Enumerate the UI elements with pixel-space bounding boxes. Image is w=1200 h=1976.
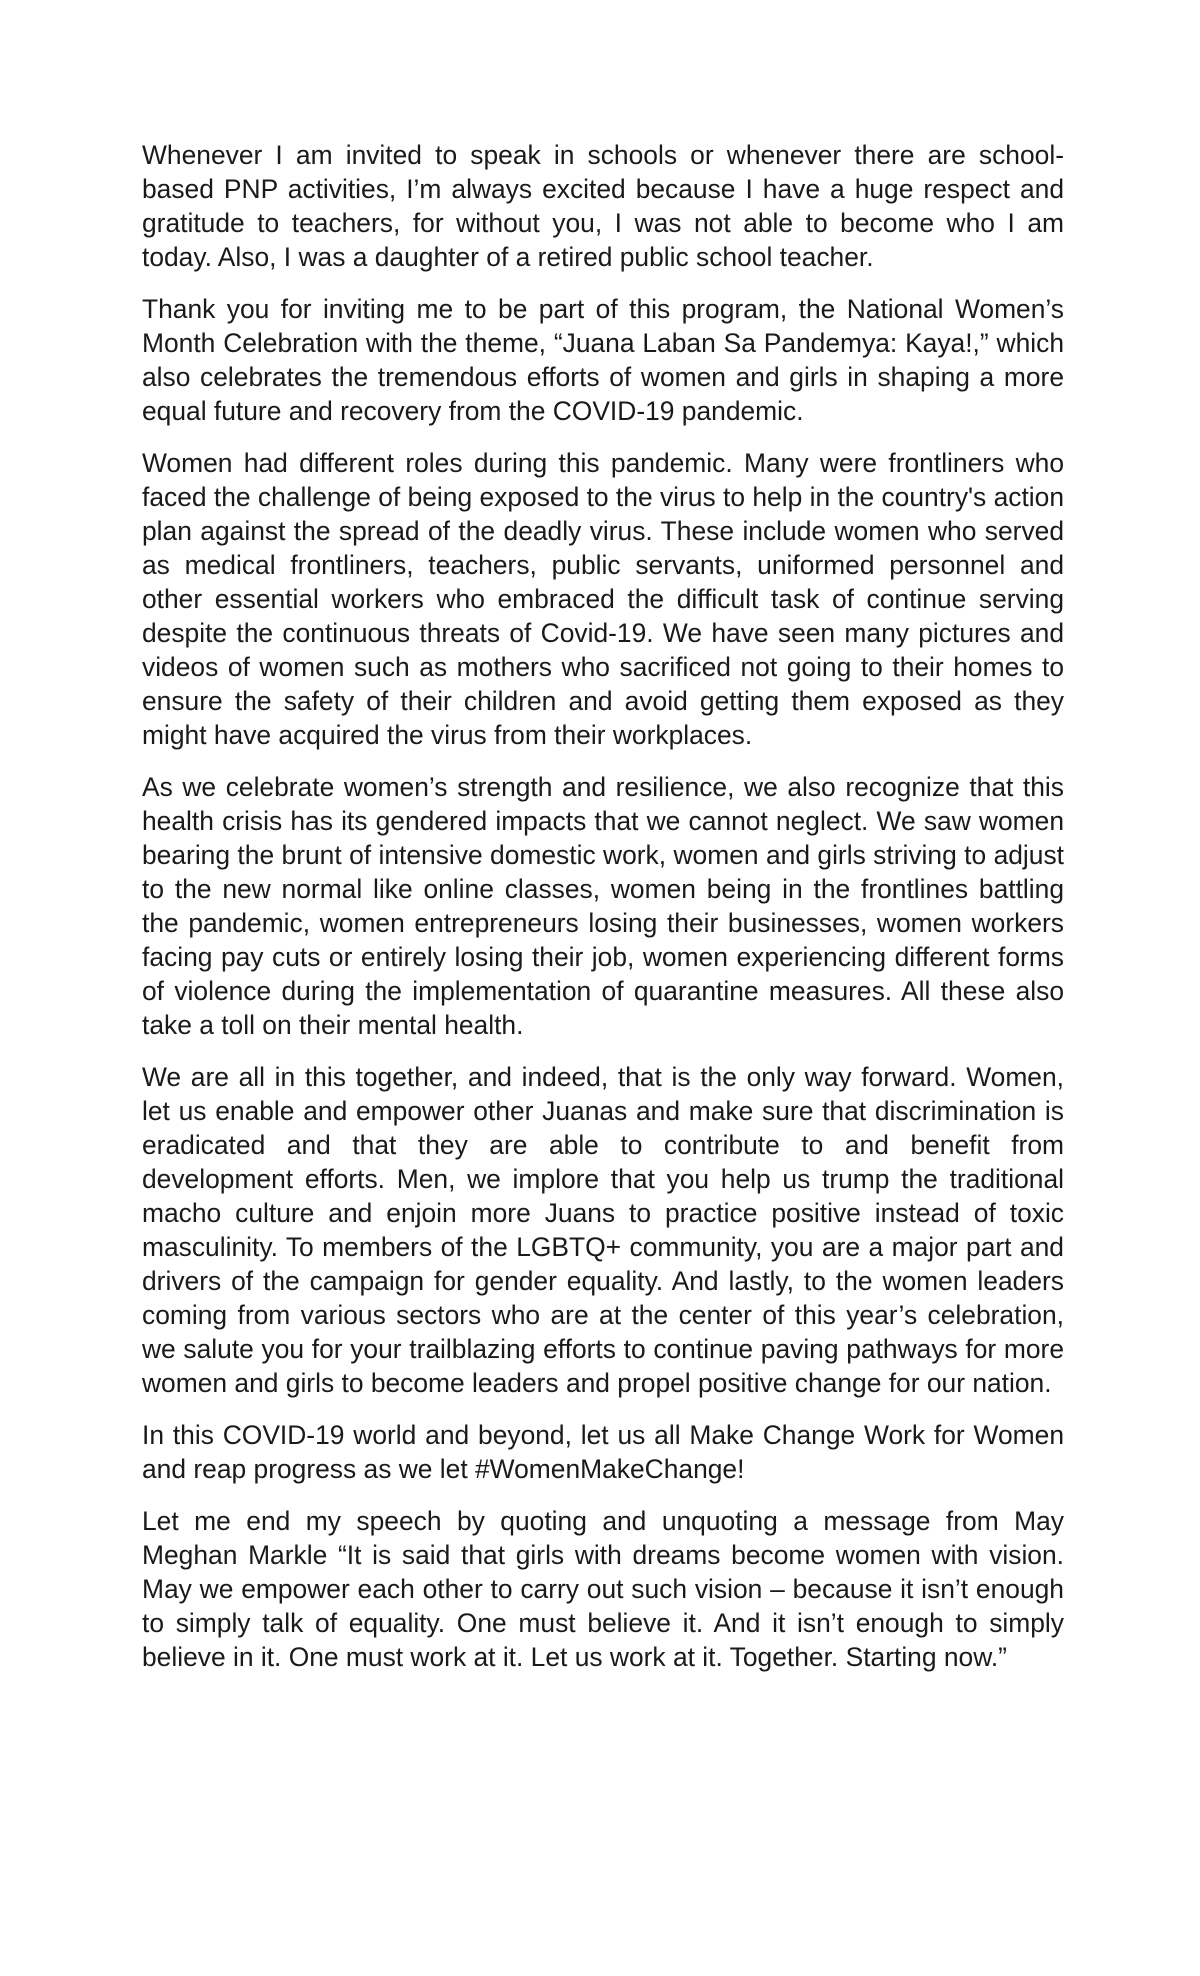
- paragraph-5: We are all in this together, and indeed, that is the only way forward. Women, let us enable and empower other Juanas and make sure that discrimination is eradicated and that they are able to contribute to and benefit from development efforts. Men, we implore that you help us trump the traditional macho culture and enjoin more Juans to practice positive instead of toxic masculinity. To members of the LGBTQ+ community, you are a major part and drivers of the campaign for gender equality. And lastly, to the women leaders coming from various sectors who are at the center of this year’s celebration, we salute you for your trailblazing efforts to continue paving pathways for more women and girls to become leaders and propel positive change for our nation.: [142, 1062, 1064, 1398]
- paragraph-3: Women had different roles during this pandemic. Many were frontliners who faced the challenge of being exposed to the virus to help in the country's action plan against the spread of the deadly virus. These include women who served as medical frontliners, teachers, public servants, uniformed personnel and other essential workers who embraced the difficult task of continue serving despite the continuous threats of Covid-19. We have seen many pictures and videos of women such as mothers who sacrificed not going to their homes to ensure the safety of their children and avoid getting them exposed as they might have acquired the virus from their workplaces.: [142, 448, 1064, 750]
- paragraph-4: As we celebrate women’s strength and resilience, we also recognize that this health crisis has its gendered impacts that we cannot neglect. We saw women bearing the brunt of intensive domestic work, women and girls striving to adjust to the new normal like online classes, women being in the frontlines battling the pandemic, women entrepreneurs losing their businesses, women workers facing pay cuts or entirely losing their job, women experiencing different forms of violence during the implementation of quarantine measures. All these also take a toll on their mental health.: [142, 772, 1064, 1040]
- speech-body: [142, 138, 1064, 1692]
- paragraph-6: In this COVID-19 world and beyond, let us all Make Change Work for Women and reap progress as we let #WomenMakeChange!: [142, 1420, 1064, 1484]
- paragraph-7: Let me end my speech by quoting and unquoting a message from May Meghan Markle “It is said that girls with dreams become women with vision. May we empower each other to carry out such vision – because it isn’t enough to simply talk of equality. One must believe it. And it isn’t enough to simply believe in it. One must work at it. Let us work at it. Together. Starting now.”: [142, 1506, 1064, 1672]
- paragraph-2: Thank you for inviting me to be part of this program, the National Women’s Month Celebration with the theme, “Juana Laban Sa Pandemya: Kaya!,” which also celebrates the tremendous efforts of women and girls in shaping a more equal future and recovery from the COVID-19 pandemic.: [142, 294, 1064, 426]
- paragraph-1: Whenever I am invited to speak in schools or whenever there are school-based PNP activities, I’m always excited because I have a huge respect and gratitude to teachers, for without you, I was not able to become who I am today. Also, I was a daughter of a retired public school teacher.: [142, 140, 1064, 272]
